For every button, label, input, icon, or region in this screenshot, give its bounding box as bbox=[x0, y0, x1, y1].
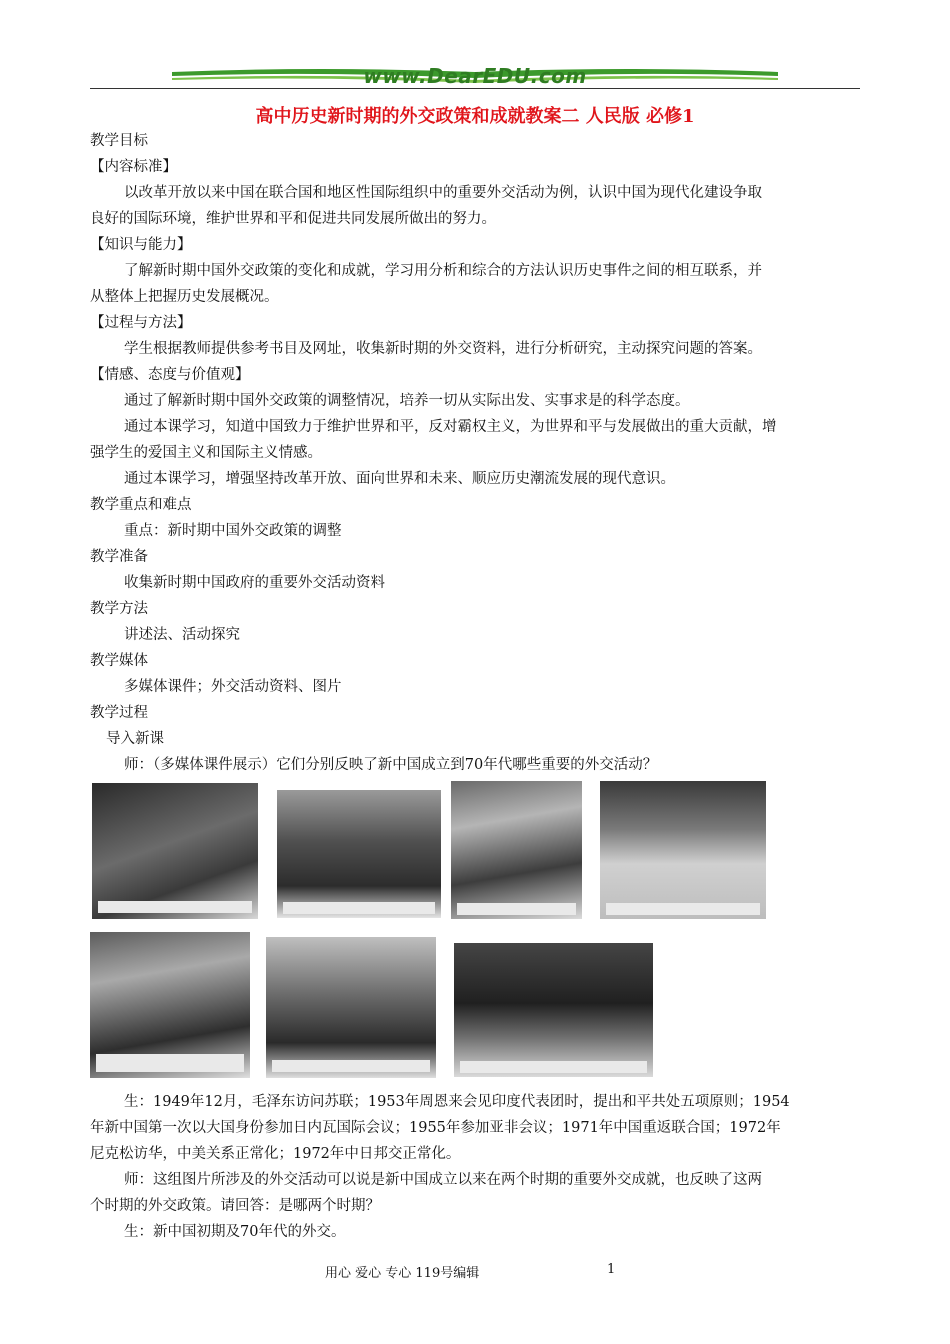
section-heading: 教学目标 bbox=[90, 133, 148, 149]
section-heading: 教学方法 bbox=[90, 601, 148, 617]
section-heading: 教学过程 bbox=[90, 705, 148, 721]
section-heading: 教学重点和难点 bbox=[90, 497, 192, 513]
paragraph-line: 强学生的爱国主义和国际主义情感。 bbox=[90, 445, 322, 461]
section-heading: 教学媒体 bbox=[90, 653, 148, 669]
subheading: 【知识与能力】 bbox=[90, 237, 192, 253]
subheading: 【过程与方法】 bbox=[90, 315, 192, 331]
paragraph-line: 生：新中国初期及70年代的外交。 bbox=[124, 1224, 346, 1240]
paragraph-line: 师：（多媒体课件展示）它们分别反映了新中国成立到70年代哪些重要的外交活动？ bbox=[124, 757, 658, 773]
historical-photo bbox=[90, 932, 250, 1078]
subheading: 【内容标准】 bbox=[90, 159, 177, 175]
paragraph-line: 多媒体课件；外交活动资料、图片 bbox=[124, 679, 342, 695]
paragraph-line: 通过本课学习，增强坚持改革开放、面向世界和未来、顺应历史潮流发展的现代意识。 bbox=[124, 471, 675, 487]
paragraph-line: 讲述法、活动探究 bbox=[124, 627, 240, 643]
paragraph-line: 个时期的外交政策。请回答：是哪两个时期？ bbox=[90, 1198, 380, 1214]
paragraph-line: 生：1949年12月，毛泽东访问苏联；1953年周恩来会见印度代表团时，提出和平共处五项原则；1954 bbox=[124, 1094, 790, 1110]
paragraph-line: 尼克松访华，中美关系正常化；1972年中日邦交正常化。 bbox=[90, 1146, 461, 1162]
subheading: 导入新课 bbox=[106, 731, 164, 747]
paragraph-line: 学生根据教师提供参考书目及网址，收集新时期的外交资料，进行分析研究，主动探究问题的答案。 bbox=[124, 341, 762, 357]
historical-photo bbox=[277, 790, 441, 918]
paragraph-line: 从整体上把握历史发展概况。 bbox=[90, 289, 279, 305]
paragraph-line: 通过了解新时期中国外交政策的调整情况，培养一切从实际出发、实事求是的科学态度。 bbox=[124, 393, 690, 409]
paragraph-line: 重点：新时期中国外交政策的调整 bbox=[124, 523, 342, 539]
paragraph-line: 良好的国际环境，维护世界和平和促进共同发展所做出的努力。 bbox=[90, 211, 496, 227]
footer-text: 用心 爱心 专心 119号编辑 bbox=[325, 1266, 480, 1281]
subheading: 【情感、态度与价值观】 bbox=[90, 367, 250, 383]
historical-photo bbox=[451, 781, 582, 919]
section-heading: 教学准备 bbox=[90, 549, 148, 565]
site-logo bbox=[170, 62, 780, 90]
paragraph-line: 师：这组图片所涉及的外交活动可以说是新中国成立以来在两个时期的重要外交成就，也反映了这两 bbox=[124, 1172, 762, 1188]
logo-text: www.DearEDU.com bbox=[363, 64, 587, 88]
historical-photo bbox=[454, 943, 653, 1077]
header-divider bbox=[90, 88, 860, 89]
page-number: 1 bbox=[607, 1262, 616, 1277]
historical-photo bbox=[266, 937, 436, 1078]
paragraph-line: 年新中国第一次以大国身份参加日内瓦国际会议；1955年参加亚非会议；1971年中国重返联合国；1972年 bbox=[90, 1120, 781, 1136]
paragraph-line: 通过本课学习，知道中国致力于维护世界和平，反对霸权主义，为世界和平与发展做出的重大贡献，增 bbox=[124, 419, 777, 435]
paragraph-line: 收集新时期中国政府的重要外交活动资料 bbox=[124, 575, 385, 591]
paragraph-line: 以改革开放以来中国在联合国和地区性国际组织中的重要外交活动为例，认识中国为现代化建设争取 bbox=[124, 185, 762, 201]
paragraph-line: 了解新时期中国外交政策的变化和成就，学习用分析和综合的方法认识历史事件之间的相互联系，并 bbox=[124, 263, 762, 279]
document-title: 高中历史新时期的外交政策和成就教案二 人民版 必修1 bbox=[255, 106, 695, 127]
historical-photo bbox=[92, 783, 258, 919]
historical-photo bbox=[600, 781, 766, 919]
